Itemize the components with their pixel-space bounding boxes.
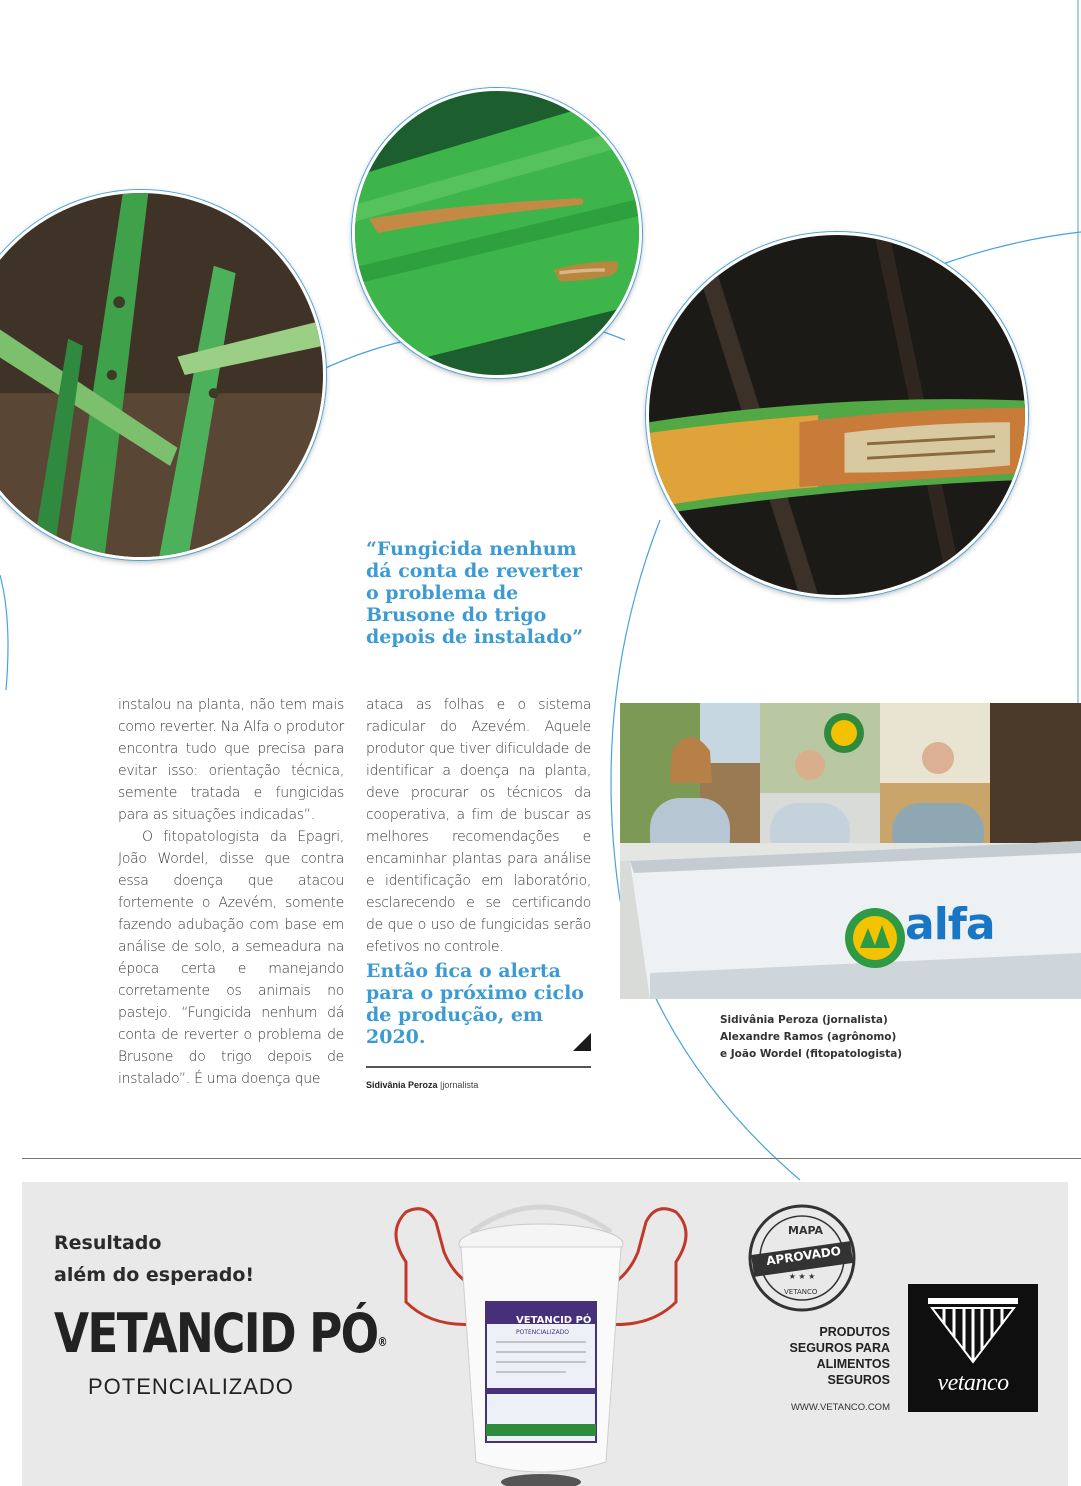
ad-claim-line: SEGUROS bbox=[827, 1373, 890, 1387]
ad-website-link[interactable]: WWW.VETANCO.COM bbox=[790, 1402, 890, 1413]
caption-line: Sidivânia Peroza (jornalista) bbox=[720, 1014, 888, 1026]
bucket-sublabel: POTENCIALIZADO bbox=[516, 1329, 570, 1336]
alfa-logo-text: alfa bbox=[905, 899, 995, 950]
ad-claim bbox=[762, 1324, 890, 1388]
vetanco-logo-text: vetanco bbox=[937, 1370, 1009, 1396]
caption-line: Alexandre Ramos (agrônomo) bbox=[720, 1031, 897, 1043]
product-bucket-image bbox=[366, 1192, 716, 1486]
svg-text:★ ★ ★: ★ ★ ★ bbox=[788, 1272, 816, 1281]
ad-claim-line: ALIMENTOS bbox=[816, 1357, 890, 1371]
stamp-bottom-text: VETANCO bbox=[784, 1288, 818, 1296]
photo-caption bbox=[720, 1012, 902, 1063]
ad-claim-line: PRODUTOS bbox=[819, 1325, 890, 1339]
ad-brand-name bbox=[54, 1302, 386, 1366]
byline-role: jornalista bbox=[442, 1080, 479, 1090]
article-paragraph: O fitopatologista da Epagri, João Wordel, disse que contra essa doença que atacou fortemente o Azevém, somente fazendo adubação com base em análise de solo, a semeadura na época certa e manejando corretamente os animais no pastejo. “Fungicida nenhum dá conta de reverter o problema de Brusone do trigo depois de instalado”. É uma doença que bbox=[118, 829, 344, 1087]
byline-divider bbox=[366, 1066, 591, 1068]
article-column-middle bbox=[366, 694, 591, 958]
caption-line: e João Wordel (fitopatologista) bbox=[720, 1048, 903, 1060]
stamp-top-text: MAPA bbox=[788, 1224, 824, 1237]
byline-separator: | bbox=[440, 1080, 443, 1090]
byline-name: Sidivânia Peroza bbox=[366, 1080, 438, 1090]
article-paragraph: ataca as folhas e o sistema radicular do Azevém. Aquele produtor que tiver dificuldade de identificar a doença na planta, deve procurar os técnicos da cooperativa, a fim de buscar as melhores recomendações e encaminhar plantas para análise e identificação em laboratório, esclarecendo e se certificando de que o uso de fungicidas serão efetivos no controle. bbox=[366, 697, 591, 955]
mapa-approved-stamp bbox=[744, 1200, 860, 1316]
ad-headline bbox=[54, 1227, 254, 1291]
ad-brand-subtitle: POTENCIALIZADO bbox=[88, 1374, 294, 1399]
leaf-disease-photo-3 bbox=[646, 232, 1028, 598]
article-end-mark bbox=[573, 1033, 591, 1051]
byline bbox=[366, 1080, 478, 1090]
studio-interview-photo bbox=[620, 703, 1081, 999]
ad-separator bbox=[22, 1158, 1081, 1159]
brand-text: VETANCID PÓ bbox=[54, 1302, 378, 1365]
ad-headline-line: além do esperado! bbox=[54, 1264, 255, 1286]
stamp-word: APROVADO bbox=[765, 1243, 842, 1269]
registered-mark: ® bbox=[377, 1335, 386, 1349]
ad-claim-line: SEGUROS PARA bbox=[789, 1341, 890, 1355]
article-paragraph: instalou na planta, não tem mais como reverter. Na Alfa o produtor encontra tudo que precisa para evitar isso: orientação técnica, semente tratada e fungicidas para as situações indicadas”. bbox=[118, 697, 344, 823]
article-column-left bbox=[118, 694, 344, 1090]
pull-quote: “Fungicida nenhum dá conta de reverter o problema de Brusone do trigo depois de instalado” bbox=[366, 538, 584, 648]
ad-headline-line: Resultado bbox=[54, 1232, 162, 1254]
vetancid-advertisement[interactable] bbox=[22, 1182, 1068, 1486]
bucket-label: VETANCID PÓ bbox=[516, 1315, 592, 1326]
closing-quote: Então fica o alerta para o próximo ciclo de produção, em 2020. bbox=[366, 960, 584, 1048]
leaf-disease-photo-2 bbox=[352, 88, 642, 378]
vetanco-logo bbox=[908, 1284, 1038, 1412]
